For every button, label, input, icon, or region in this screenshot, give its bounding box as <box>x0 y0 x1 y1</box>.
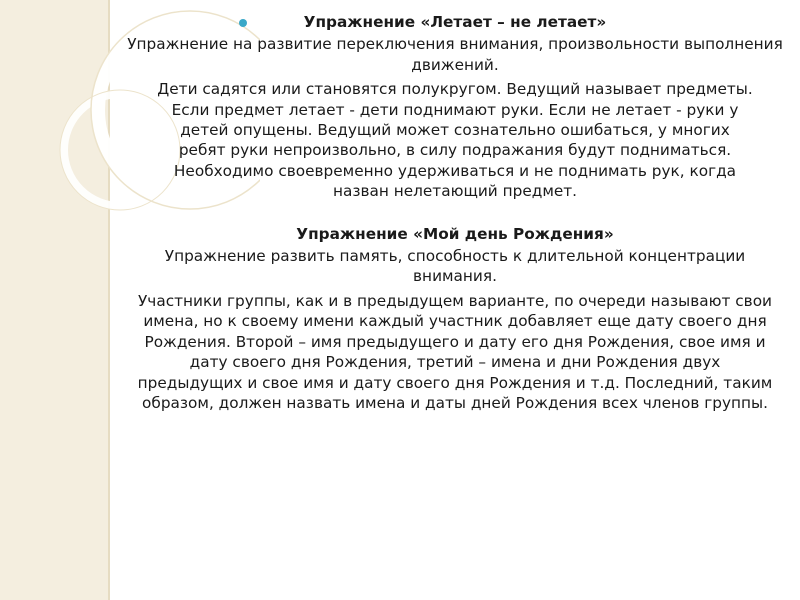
exercise1-instructions: Дети садятся или становятся полукругом. Ведущий называет предметы. Если предмет летает - дети поднимают руки. Если не летает - руки у детей опущены. Ведущий может сознательно ошибаться, у многих ребят руки непроизвольно, в силу подражания будут подниматься. Необходимо своевременно удерживаться и не поднимать рук, когда назван нелетающий предмет. <box>157 80 753 201</box>
exercise2-instructions: Участники группы, как и в предыдущем варианте, по очереди называют свои имена, но к своему имени каждый участник добавляет еще дату своего дня Рождения. Второй – имя предыдущего и дату его дня Рождения, свое имя и дату своего дня Рождения, третий – имена и дни Рождения двух предыдущих и свое имя и дату своего дня Рождения и т.д. Последний, таким образом, должен назвать имена и даты дней Рождения всех членов группы. <box>137 291 773 412</box>
slide-content <box>110 12 800 413</box>
section-spacer <box>110 202 800 224</box>
exercise1-heading <box>110 12 800 32</box>
exercise1-goal: Упражнение на развитие переключения внимания, произвольности выполнения движений. <box>127 35 783 74</box>
side-band-decoration <box>0 0 108 600</box>
bullet-dot-icon <box>239 19 247 27</box>
exercise1-title: Упражнение «Летает – не летает» <box>303 13 607 31</box>
exercise2-title: Упражнение «Мой день Рождения» <box>296 224 614 243</box>
exercise2-goal: Упражнение развить память, способность к длительной концентрации внимания. <box>164 247 746 286</box>
